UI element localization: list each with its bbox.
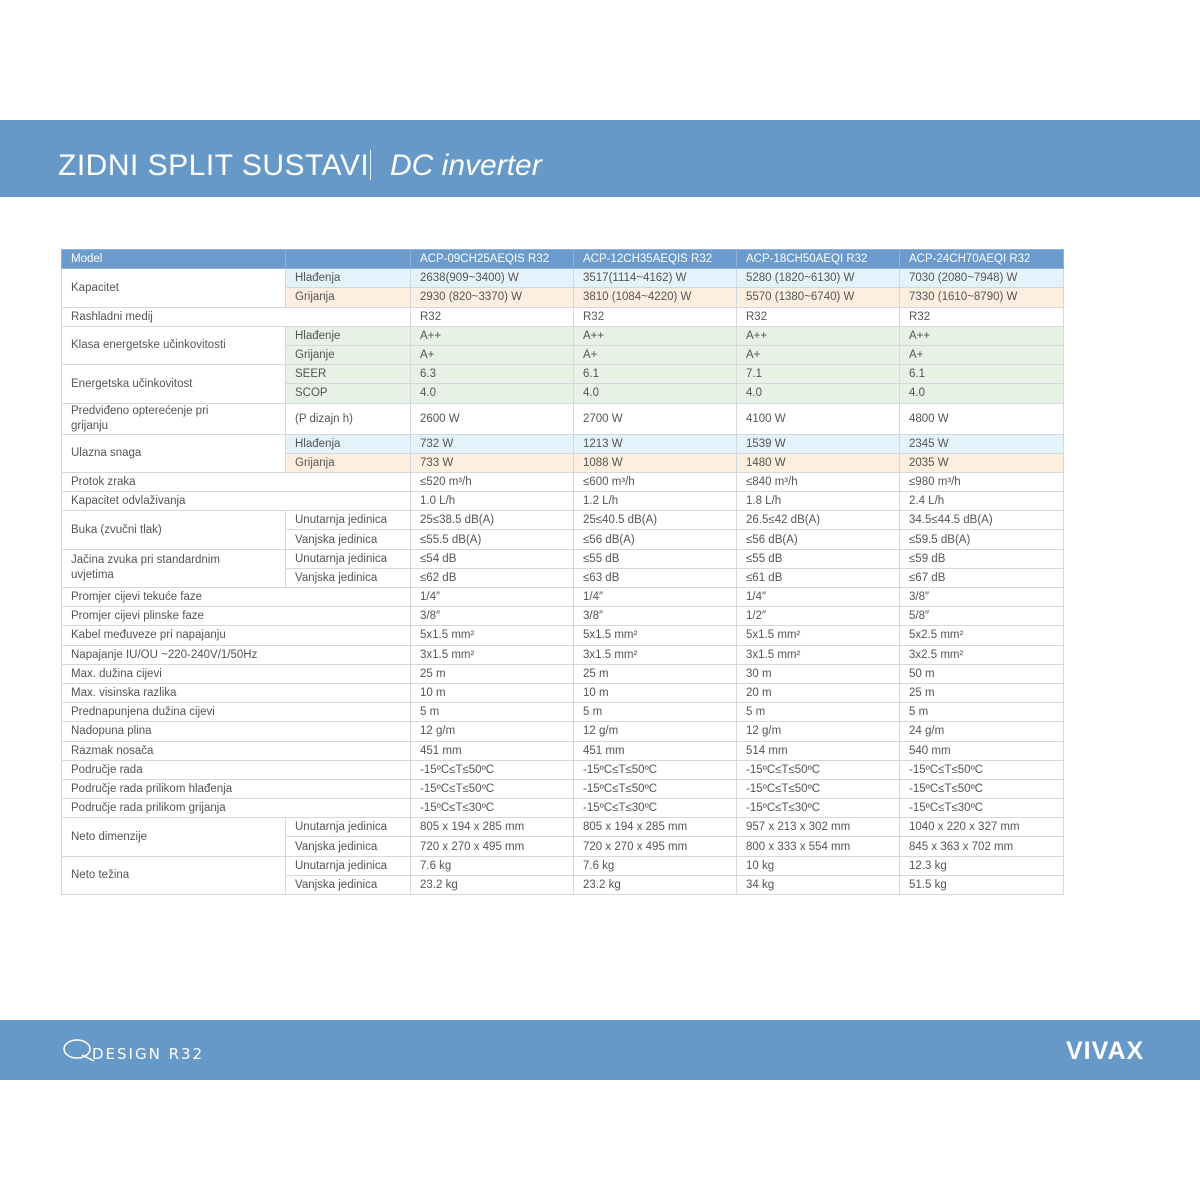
row-label: Jačina zvuka pri standardnim uvjetima bbox=[62, 549, 286, 587]
row-sublabel: Hlađenja bbox=[286, 269, 411, 288]
table-row bbox=[62, 269, 1064, 288]
value-cell: ≤520 m³/h bbox=[411, 472, 574, 491]
value-cell: 7330 (1610~8790) W bbox=[900, 288, 1064, 307]
value-cell: ≤600 m³/h bbox=[574, 472, 737, 491]
row-label: Promjer cijevi plinske faze bbox=[62, 607, 411, 626]
header-blank bbox=[286, 250, 411, 269]
row-label: Područje rada prilikom hlađenja bbox=[62, 779, 411, 798]
value-cell: A++ bbox=[737, 326, 900, 345]
value-cell: 4100 W bbox=[737, 403, 900, 434]
value-cell: A+ bbox=[411, 345, 574, 364]
value-cell: 25≤38.5 dB(A) bbox=[411, 511, 574, 530]
value-cell: ≤56 dB(A) bbox=[737, 530, 900, 549]
value-cell: 1088 W bbox=[574, 453, 737, 472]
value-cell: 4.0 bbox=[411, 384, 574, 403]
value-cell: 6.1 bbox=[574, 365, 737, 384]
value-cell: 451 mm bbox=[574, 741, 737, 760]
header-model-3: ACP-18CH50AEQI R32 bbox=[737, 250, 900, 269]
value-cell: 51.5 kg bbox=[900, 875, 1064, 894]
value-cell: 7030 (2080~7948) W bbox=[900, 269, 1064, 288]
value-cell: 733 W bbox=[411, 453, 574, 472]
table-row bbox=[62, 760, 1064, 779]
value-cell: 2930 (820~3370) W bbox=[411, 288, 574, 307]
header-model-2: ACP-12CH35AEQIS R32 bbox=[574, 250, 737, 269]
table-row bbox=[62, 472, 1064, 491]
spec-table bbox=[61, 249, 1064, 895]
value-cell: 3/8″ bbox=[574, 607, 737, 626]
value-cell: 23.2 kg bbox=[411, 875, 574, 894]
value-cell: 1539 W bbox=[737, 434, 900, 453]
value-cell: 2345 W bbox=[900, 434, 1064, 453]
value-cell: 3x1.5 mm² bbox=[737, 645, 900, 664]
row-sublabel: Grijanja bbox=[286, 288, 411, 307]
row-sublabel: Vanjska jedinica bbox=[286, 875, 411, 894]
row-label: Energetska učinkovitost bbox=[62, 365, 286, 403]
row-sublabel: SEER bbox=[286, 365, 411, 384]
value-cell: 12.3 kg bbox=[900, 856, 1064, 875]
row-label: Kabel međuveze pri napajanju bbox=[62, 626, 411, 645]
value-cell: 50 m bbox=[900, 664, 1064, 683]
table-row bbox=[62, 492, 1064, 511]
row-sublabel: Unutarnja jedinica bbox=[286, 856, 411, 875]
value-cell: -15ºC≤T≤50ºC bbox=[900, 779, 1064, 798]
row-sublabel: Unutarnja jedinica bbox=[286, 511, 411, 530]
row-sublabel: Grijanja bbox=[286, 453, 411, 472]
value-cell: ≤980 m³/h bbox=[900, 472, 1064, 491]
row-label: Protok zraka bbox=[62, 472, 411, 491]
table-row bbox=[62, 818, 1064, 837]
value-cell: R32 bbox=[900, 307, 1064, 326]
value-cell: R32 bbox=[411, 307, 574, 326]
value-cell: 12 g/m bbox=[574, 722, 737, 741]
table-row bbox=[62, 434, 1064, 453]
value-cell: 957 x 213 x 302 mm bbox=[737, 818, 900, 837]
value-cell: 4.0 bbox=[574, 384, 737, 403]
value-cell: 4.0 bbox=[900, 384, 1064, 403]
value-cell: 1.0 L/h bbox=[411, 492, 574, 511]
value-cell: R32 bbox=[737, 307, 900, 326]
header-model-4: ACP-24CH70AEQI R32 bbox=[900, 250, 1064, 269]
row-label: Razmak nosača bbox=[62, 741, 411, 760]
value-cell: 2700 W bbox=[574, 403, 737, 434]
value-cell: 3x1.5 mm² bbox=[574, 645, 737, 664]
row-sublabel: Hlađenje bbox=[286, 326, 411, 345]
value-cell: 4.0 bbox=[737, 384, 900, 403]
value-cell: 540 mm bbox=[900, 741, 1064, 760]
value-cell: 12 g/m bbox=[411, 722, 574, 741]
row-label: Neto težina bbox=[62, 856, 286, 894]
value-cell: -15ºC≤T≤50ºC bbox=[411, 760, 574, 779]
value-cell: -15ºC≤T≤50ºC bbox=[574, 760, 737, 779]
value-cell: 3/8″ bbox=[411, 607, 574, 626]
value-cell: 800 x 333 x 554 mm bbox=[737, 837, 900, 856]
value-cell: 3517(1114~4162) W bbox=[574, 269, 737, 288]
value-cell: 25 m bbox=[900, 683, 1064, 702]
value-cell: ≤63 dB bbox=[574, 568, 737, 587]
row-label: Kapacitet odvlaživanja bbox=[62, 492, 411, 511]
value-cell: 34.5≤44.5 dB(A) bbox=[900, 511, 1064, 530]
value-cell: 1040 x 220 x 327 mm bbox=[900, 818, 1064, 837]
value-cell: 24 g/m bbox=[900, 722, 1064, 741]
value-cell: ≤67 dB bbox=[900, 568, 1064, 587]
row-label: Područje rada bbox=[62, 760, 411, 779]
value-cell: 2.4 L/h bbox=[900, 492, 1064, 511]
row-sublabel: Vanjska jedinica bbox=[286, 530, 411, 549]
value-cell: ≤55 dB bbox=[737, 549, 900, 568]
value-cell: 2638(909~3400) W bbox=[411, 269, 574, 288]
row-label: Područje rada prilikom grijanja bbox=[62, 799, 411, 818]
value-cell: A++ bbox=[574, 326, 737, 345]
value-cell: -15ºC≤T≤30ºC bbox=[737, 799, 900, 818]
table-row bbox=[62, 799, 1064, 818]
row-label: Rashladni medij bbox=[62, 307, 411, 326]
value-cell: 5280 (1820~6130) W bbox=[737, 269, 900, 288]
value-cell: -15ºC≤T≤50ºC bbox=[737, 760, 900, 779]
value-cell: 3/8″ bbox=[900, 588, 1064, 607]
row-sublabel: Grijanje bbox=[286, 345, 411, 364]
table-row bbox=[62, 607, 1064, 626]
row-label: Prednapunjena dužina cijevi bbox=[62, 703, 411, 722]
title-separator bbox=[370, 150, 371, 180]
value-cell: ≤59.5 dB(A) bbox=[900, 530, 1064, 549]
table-row bbox=[62, 741, 1064, 760]
value-cell: 12 g/m bbox=[737, 722, 900, 741]
table-row bbox=[62, 856, 1064, 875]
table-row bbox=[62, 645, 1064, 664]
value-cell: -15ºC≤T≤30ºC bbox=[900, 799, 1064, 818]
row-label: Predviđeno opterećenje pri grijanju bbox=[62, 403, 286, 434]
value-cell: 2035 W bbox=[900, 453, 1064, 472]
row-label: Buka (zvučni tlak) bbox=[62, 511, 286, 549]
value-cell: ≤56 dB(A) bbox=[574, 530, 737, 549]
row-label: Napajanje IU/OU ~220-240V/1/50Hz bbox=[62, 645, 411, 664]
value-cell: -15ºC≤T≤30ºC bbox=[574, 799, 737, 818]
value-cell: 451 mm bbox=[411, 741, 574, 760]
value-cell: ≤61 dB bbox=[737, 568, 900, 587]
value-cell: 34 kg bbox=[737, 875, 900, 894]
value-cell: 6.1 bbox=[900, 365, 1064, 384]
value-cell: 514 mm bbox=[737, 741, 900, 760]
value-cell: 3x2.5 mm² bbox=[900, 645, 1064, 664]
value-cell: ≤55 dB bbox=[574, 549, 737, 568]
value-cell: 5570 (1380~6740) W bbox=[737, 288, 900, 307]
value-cell: 1/4″ bbox=[574, 588, 737, 607]
value-cell: A+ bbox=[737, 345, 900, 364]
table-row bbox=[62, 403, 1064, 434]
row-label: Klasa energetske učinkovitosti bbox=[62, 326, 286, 364]
value-cell: 23.2 kg bbox=[574, 875, 737, 894]
value-cell: 732 W bbox=[411, 434, 574, 453]
value-cell: 1.2 L/h bbox=[574, 492, 737, 511]
row-label: Nadopuna plina bbox=[62, 722, 411, 741]
row-label: Max. dužina cijevi bbox=[62, 664, 411, 683]
table-row bbox=[62, 722, 1064, 741]
table-row bbox=[62, 626, 1064, 645]
value-cell: 720 x 270 x 495 mm bbox=[411, 837, 574, 856]
value-cell: 5x1.5 mm² bbox=[411, 626, 574, 645]
value-cell: 805 x 194 x 285 mm bbox=[411, 818, 574, 837]
value-cell: 25≤40.5 dB(A) bbox=[574, 511, 737, 530]
page-subtitle: DC inverter bbox=[390, 149, 542, 182]
value-cell: A+ bbox=[574, 345, 737, 364]
value-cell: ≤55.5 dB(A) bbox=[411, 530, 574, 549]
row-label: Kapacitet bbox=[62, 269, 286, 307]
row-label: Ulazna snaga bbox=[62, 434, 286, 472]
value-cell: -15ºC≤T≤50ºC bbox=[737, 779, 900, 798]
value-cell: 1213 W bbox=[574, 434, 737, 453]
value-cell: 5x1.5 mm² bbox=[574, 626, 737, 645]
value-cell: 7.1 bbox=[737, 365, 900, 384]
table-header-row bbox=[62, 250, 1064, 269]
value-cell: R32 bbox=[574, 307, 737, 326]
value-cell: 10 kg bbox=[737, 856, 900, 875]
value-cell: 4800 W bbox=[900, 403, 1064, 434]
value-cell: 6.3 bbox=[411, 365, 574, 384]
value-cell: 1.8 L/h bbox=[737, 492, 900, 511]
value-cell: 25 m bbox=[574, 664, 737, 683]
table-row bbox=[62, 326, 1064, 345]
value-cell: ≤54 dB bbox=[411, 549, 574, 568]
table-row bbox=[62, 307, 1064, 326]
value-cell: 1/4″ bbox=[737, 588, 900, 607]
value-cell: 26.5≤42 dB(A) bbox=[737, 511, 900, 530]
table-row bbox=[62, 683, 1064, 702]
row-sublabel: Unutarnja jedinica bbox=[286, 818, 411, 837]
value-cell: 2600 W bbox=[411, 403, 574, 434]
page-title: ZIDNI SPLIT SUSTAVI bbox=[58, 149, 370, 182]
value-cell: ≤59 dB bbox=[900, 549, 1064, 568]
value-cell: 10 m bbox=[411, 683, 574, 702]
value-cell: 805 x 194 x 285 mm bbox=[574, 818, 737, 837]
value-cell: 5x2.5 mm² bbox=[900, 626, 1064, 645]
value-cell: 7.6 kg bbox=[411, 856, 574, 875]
value-cell: 7.6 kg bbox=[574, 856, 737, 875]
value-cell: ≤62 dB bbox=[411, 568, 574, 587]
value-cell: A+ bbox=[900, 345, 1064, 364]
row-sublabel: SCOP bbox=[286, 384, 411, 403]
header-model: Model bbox=[62, 250, 286, 269]
value-cell: 25 m bbox=[411, 664, 574, 683]
value-cell: ≤840 m³/h bbox=[737, 472, 900, 491]
value-cell: 845 x 363 x 702 mm bbox=[900, 837, 1064, 856]
value-cell: 5/8″ bbox=[900, 607, 1064, 626]
value-cell: A++ bbox=[411, 326, 574, 345]
value-cell: 5 m bbox=[411, 703, 574, 722]
value-cell: 5 m bbox=[574, 703, 737, 722]
row-sublabel: (P dizajn h) bbox=[286, 403, 411, 434]
table-row bbox=[62, 511, 1064, 530]
value-cell: -15ºC≤T≤50ºC bbox=[574, 779, 737, 798]
value-cell: 1480 W bbox=[737, 453, 900, 472]
row-sublabel: Vanjska jedinica bbox=[286, 837, 411, 856]
value-cell: 3810 (1084~4220) W bbox=[574, 288, 737, 307]
row-label: Promjer cijevi tekuće faze bbox=[62, 588, 411, 607]
value-cell: 1/2″ bbox=[737, 607, 900, 626]
value-cell: 10 m bbox=[574, 683, 737, 702]
table-row bbox=[62, 703, 1064, 722]
row-label: Neto dimenzije bbox=[62, 818, 286, 856]
table-row bbox=[62, 549, 1064, 568]
value-cell: 1/4″ bbox=[411, 588, 574, 607]
value-cell: 5 m bbox=[900, 703, 1064, 722]
brand-logo: VIVAX bbox=[1066, 1037, 1145, 1065]
value-cell: 5x1.5 mm² bbox=[737, 626, 900, 645]
header-model-1: ACP-09CH25AEQIS R32 bbox=[411, 250, 574, 269]
row-sublabel: Vanjska jedinica bbox=[286, 568, 411, 587]
table-row bbox=[62, 365, 1064, 384]
table-row bbox=[62, 588, 1064, 607]
value-cell: -15ºC≤T≤50ºC bbox=[900, 760, 1064, 779]
row-sublabel: Unutarnja jedinica bbox=[286, 549, 411, 568]
value-cell: 3x1.5 mm² bbox=[411, 645, 574, 664]
q-logo-icon bbox=[62, 1036, 96, 1066]
row-label: Max. visinska razlika bbox=[62, 683, 411, 702]
value-cell: -15ºC≤T≤30ºC bbox=[411, 799, 574, 818]
value-cell: A++ bbox=[900, 326, 1064, 345]
value-cell: 720 x 270 x 495 mm bbox=[574, 837, 737, 856]
q-design-text: DESIGN R32 bbox=[92, 1045, 205, 1063]
value-cell: 20 m bbox=[737, 683, 900, 702]
value-cell: 5 m bbox=[737, 703, 900, 722]
table-row bbox=[62, 779, 1064, 798]
value-cell: 30 m bbox=[737, 664, 900, 683]
value-cell: -15ºC≤T≤50ºC bbox=[411, 779, 574, 798]
row-sublabel: Hlađenja bbox=[286, 434, 411, 453]
table-row bbox=[62, 664, 1064, 683]
